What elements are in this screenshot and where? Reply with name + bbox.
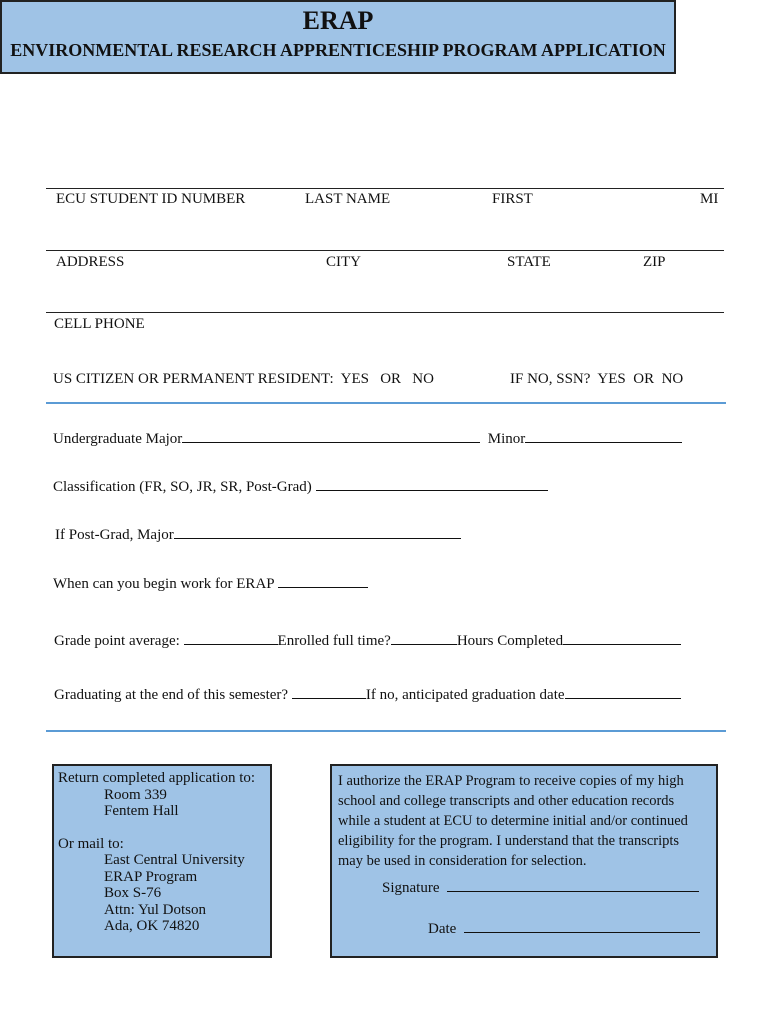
- date-row: [338, 918, 710, 939]
- major-row: [53, 428, 682, 448]
- signature-input-line[interactable]: [447, 877, 699, 892]
- mail-attn: Attn: Yul Dotson: [104, 901, 206, 918]
- auth-text-line: I authorize the ERAP Program to receive copies of my high: [338, 773, 684, 789]
- hours-label: Hours Completed: [456, 633, 564, 649]
- gpa-input-line[interactable]: [184, 630, 278, 645]
- classification-input-line[interactable]: [316, 476, 548, 491]
- anticipated-label: If no, anticipated graduation date: [365, 687, 565, 703]
- return-instruction: Return completed application to:: [58, 770, 256, 786]
- major-input-line[interactable]: [182, 428, 480, 443]
- student-id-label: ECU STUDENT ID NUMBER: [56, 191, 246, 207]
- full-time-label: Enrolled full time?: [277, 633, 391, 649]
- mail-program: ERAP Program: [104, 868, 198, 885]
- return-address-box: [52, 764, 272, 958]
- authorization-box: [330, 764, 718, 958]
- auth-text-line: eligibility for the program. I understand that the transcripts: [338, 833, 680, 849]
- ssn-yes-option[interactable]: YES: [597, 371, 626, 387]
- address-label: ADDRESS: [56, 254, 125, 270]
- form-title: ERAP: [302, 6, 374, 35]
- mail-instruction: Or mail to:: [58, 835, 124, 852]
- last-name-label: LAST NAME: [305, 191, 391, 207]
- gpa-row: [54, 630, 681, 650]
- ssn-no-option[interactable]: NO: [661, 371, 684, 387]
- graduating-row: [54, 684, 681, 704]
- section-divider: [46, 402, 726, 404]
- hours-input-line[interactable]: [563, 630, 681, 645]
- minor-input-line[interactable]: [525, 428, 682, 443]
- classification-label: Classification (FR, SO, JR, SR, Post-Grad): [53, 479, 312, 495]
- first-name-label: FIRST: [492, 191, 533, 207]
- classification-row: [53, 476, 548, 496]
- graduating-label: Graduating at the end of this semester?: [54, 687, 289, 703]
- begin-work-label: When can you begin work for ERAP: [53, 576, 275, 592]
- row-divider: [46, 188, 724, 189]
- form-header: [0, 0, 676, 74]
- mail-box: Box S-76: [104, 885, 162, 901]
- anticipated-input-line[interactable]: [565, 684, 681, 699]
- begin-work-row: [53, 573, 368, 593]
- ssn-or-text: OR: [633, 371, 655, 387]
- section-divider: [46, 730, 726, 732]
- middle-initial-label: MI: [700, 191, 719, 207]
- citizen-question: [53, 371, 434, 388]
- postgrad-row: [55, 524, 461, 544]
- citizen-or-text: OR: [380, 371, 402, 387]
- city-label: CITY: [326, 254, 361, 270]
- signature-label: Signature: [382, 880, 440, 896]
- minor-label: Minor: [487, 431, 526, 447]
- postgrad-major-label: If Post-Grad, Major: [55, 527, 174, 543]
- return-hall: Fentem Hall: [104, 803, 179, 819]
- signature-row: [338, 877, 710, 898]
- ssn-question: [510, 371, 683, 388]
- begin-work-input-line[interactable]: [278, 573, 368, 588]
- row-divider: [46, 312, 724, 313]
- zip-label: ZIP: [643, 254, 666, 270]
- full-time-input-line[interactable]: [391, 630, 457, 645]
- citizen-no-option[interactable]: NO: [412, 371, 434, 387]
- auth-text-line: may be used in consideration for selection.: [338, 853, 587, 869]
- return-room: Room 339: [104, 786, 167, 803]
- ssn-question-text: IF NO, SSN?: [510, 371, 591, 387]
- form-subtitle: ENVIRONMENTAL RESEARCH APPRENTICESHIP PROGRAM APPLICATION: [10, 40, 666, 60]
- date-input-line[interactable]: [464, 918, 700, 933]
- gpa-label: Grade point average:: [54, 633, 180, 649]
- major-label: Undergraduate Major: [53, 431, 183, 447]
- postgrad-major-input-line[interactable]: [174, 524, 461, 539]
- auth-text-line: while a student at ECU to determine initial and/or continued: [338, 813, 688, 829]
- graduating-input-line[interactable]: [292, 684, 366, 699]
- mail-university: East Central University: [104, 852, 245, 868]
- citizen-yes-option[interactable]: YES: [340, 371, 369, 387]
- date-label: Date: [428, 921, 457, 937]
- mail-city: Ada, OK 74820: [104, 918, 200, 934]
- citizen-question-text: US CITIZEN OR PERMANENT RESIDENT:: [53, 371, 334, 387]
- auth-text-line: school and college transcripts and other education records: [338, 793, 675, 809]
- row-divider: [46, 250, 724, 251]
- cell-phone-label: CELL PHONE: [54, 316, 145, 332]
- state-label: STATE: [507, 254, 551, 270]
